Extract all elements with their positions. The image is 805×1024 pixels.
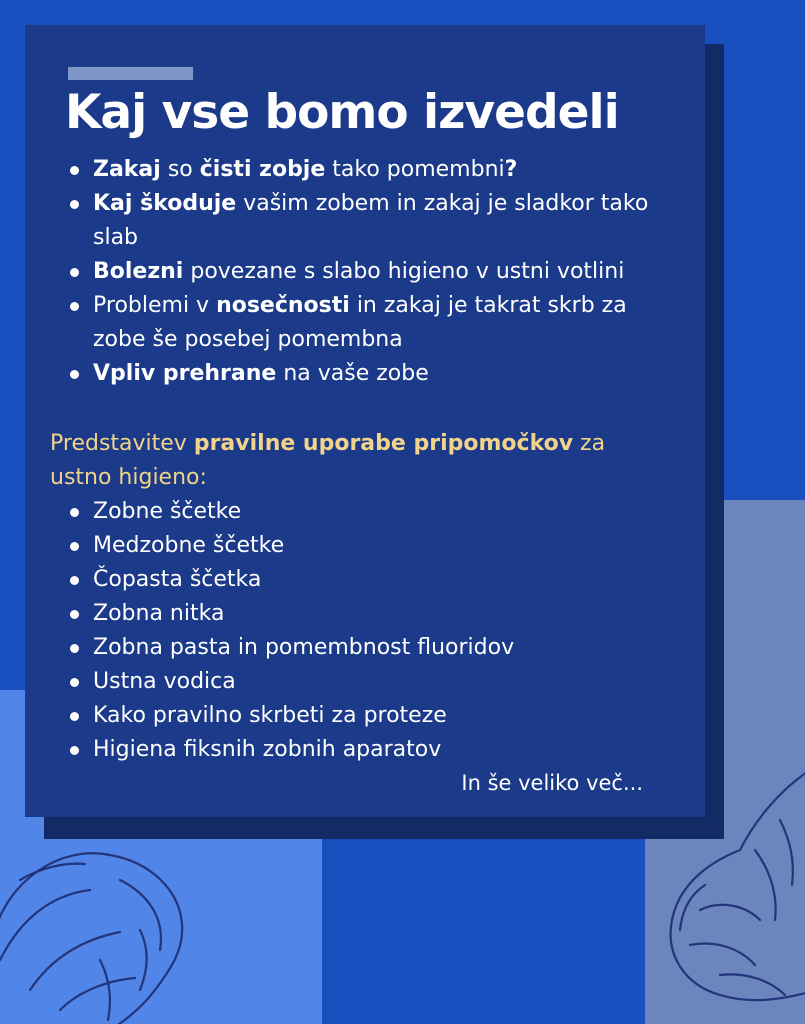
list-item: Ustna vodica bbox=[65, 665, 633, 699]
list-item: Zobne ščetke bbox=[65, 495, 633, 529]
list-item: Bolezni povezane s slabo higieno v ustni votlini bbox=[65, 255, 653, 289]
background-block-center bbox=[322, 840, 645, 1024]
list-item: Čopasta ščetka bbox=[65, 563, 633, 597]
accent-bar bbox=[68, 67, 193, 80]
list-item: Vpliv prehrane na vaše zobe bbox=[65, 357, 653, 391]
tools-list bbox=[65, 495, 633, 767]
list-item: Medzobne ščetke bbox=[65, 529, 633, 563]
list-item: Kaj škoduje vašim zobem in zakaj je sladkor tako slab bbox=[65, 187, 653, 255]
list-item: Higiena fiksnih zobnih aparatov bbox=[65, 733, 633, 767]
list-item: Kako pravilno skrbeti za proteze bbox=[65, 699, 633, 733]
list-item: Zobna pasta in pomembnost fluoridov bbox=[65, 631, 633, 665]
more-text: In še veliko več... bbox=[461, 771, 643, 795]
content-card bbox=[25, 25, 705, 817]
topics-list bbox=[65, 153, 653, 391]
list-item: Zobna nitka bbox=[65, 597, 633, 631]
page-title: Kaj vse bomo izvedeli bbox=[65, 85, 619, 140]
tools-intro: Predstavitev pravilne uporabe pripomočkov za ustno higieno: bbox=[50, 431, 606, 490]
tooth-illustration-left bbox=[0, 840, 200, 1024]
list-item: Zakaj so čisti zobje tako pomembni? bbox=[65, 153, 653, 187]
list-item: Problemi v nosečnosti in zakaj je takrat skrb za zobe še posebej pomembna bbox=[65, 289, 653, 357]
